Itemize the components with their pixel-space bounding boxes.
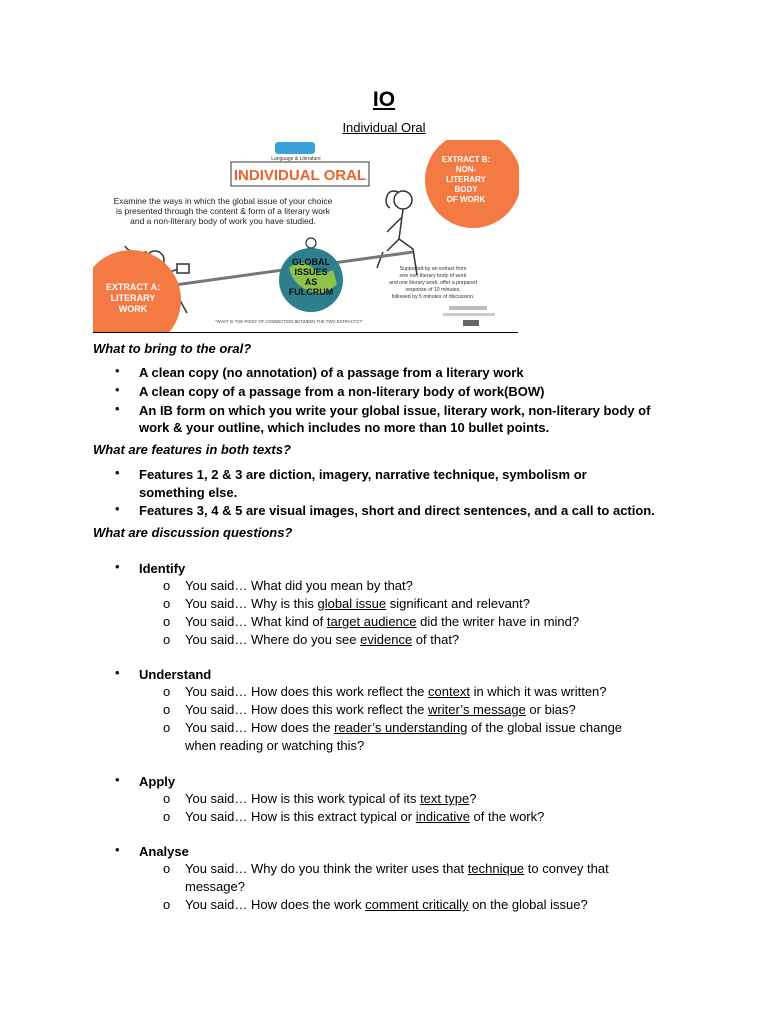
individual-oral-infographic (93, 140, 519, 332)
sub-bullet-glyph: o (163, 861, 171, 876)
question-keyword: technique (467, 861, 525, 876)
question-text-pre: You said… What did you mean by that? (185, 578, 413, 593)
extract-a-line-1: EXTRACT A: (105, 282, 161, 292)
question-text (185, 808, 655, 826)
question-text-post: ? (469, 791, 477, 806)
question-text-pre: You said… Why is this (185, 596, 318, 611)
apply-label: Apply (139, 774, 176, 789)
features-item-text: something else. (139, 485, 238, 500)
question-keyword: evidence (360, 632, 413, 647)
intro-line-1: Examine the ways in which the global issue of your choice (113, 196, 333, 206)
bullet-glyph: • (115, 363, 120, 378)
sub-bullet-glyph: o (163, 702, 171, 717)
question-text (185, 577, 655, 595)
fulcrum-line-1: GLOBAL (292, 257, 330, 267)
question-text (185, 878, 655, 896)
bullet-glyph: • (115, 665, 120, 680)
fulcrum-line-2: ISSUES (294, 267, 328, 277)
question-text-pre: You said… How does this work reflect the (185, 702, 429, 717)
sub-bullet-glyph: o (163, 596, 171, 611)
footer-note: "WHAT IS THE POINT OF CONNECTION BETWEEN THE TWO EXTRACTS?" (215, 319, 363, 324)
question-keyword: target audience (326, 614, 417, 629)
fulcrum-line-4: FULCRUM (288, 287, 334, 297)
question-text-pre: when reading or watching this? (185, 738, 365, 753)
supported-line-4: response of 10 minutes, (405, 287, 461, 293)
intro-line-2: is presented through the content & form of a literary work (115, 206, 331, 216)
question-text-post: on the global issue? (468, 897, 588, 912)
extract-b-line-5: OF WORK (446, 195, 486, 204)
bullet-glyph: • (115, 842, 120, 857)
bullet-glyph: • (115, 382, 120, 397)
features-item-text: Features 1, 2 & 3 are diction, imagery, narrative technique, symbolism or (139, 467, 587, 482)
extract-b-line-1: EXTRACT B: (441, 155, 491, 164)
question-text (185, 860, 655, 878)
features-item-text: Features 3, 4 & 5 are visual images, short and direct sentences, and a call to action. (139, 503, 655, 518)
bullet-glyph: • (115, 559, 120, 574)
question-keyword: comment critically (365, 897, 469, 912)
intro-line-3: and a non-literary body of work you have studied. (130, 216, 316, 226)
question-text-post: did the writer have in mind? (416, 614, 580, 629)
bring-item-text: A clean copy (no annotation) of a passage from a literary work (139, 365, 524, 380)
question-text-post: to convey that (524, 861, 609, 876)
question-text-post: significant and relevant? (386, 596, 530, 611)
extract-a-line-2: LITERARY (110, 293, 156, 303)
bullet-glyph: • (115, 772, 120, 787)
question-text-pre: You said… How is this extract typical or (185, 809, 416, 824)
question-text-pre: You said… How does the work (185, 897, 366, 912)
question-text (185, 701, 655, 719)
question-text (185, 613, 655, 631)
question-keyword: writer’s message (428, 702, 526, 717)
question-text-pre: You said… How does this work reflect the (185, 684, 429, 699)
question-text (185, 683, 655, 701)
question-text-post: of the global issue change (467, 720, 623, 735)
sub-bullet-glyph: o (163, 684, 171, 699)
supported-line-1: Supported by an extract from (399, 266, 467, 272)
analyse-label: Analyse (139, 844, 189, 859)
cc-license-icon (463, 320, 479, 326)
page-subtitle: Individual Oral (342, 120, 426, 135)
sub-bullet-glyph: o (163, 791, 171, 806)
extract-b-line-4: BODY (454, 185, 478, 194)
question-text (185, 737, 655, 755)
supported-line-2: one non-literary body of work (399, 273, 467, 279)
question-text-pre: You said… How does the (185, 720, 335, 735)
divider-line (93, 332, 518, 333)
bullet-glyph: • (115, 465, 120, 480)
question-text-post: or bias? (525, 702, 576, 717)
question-text (185, 595, 655, 613)
sub-bullet-glyph: o (163, 614, 171, 629)
question-keyword: reader’s understanding (334, 720, 468, 735)
sub-bullet-glyph: o (163, 578, 171, 593)
credit-text-block (449, 306, 487, 310)
discussion-question: What are discussion questions? (93, 525, 293, 540)
question-keyword: indicative (415, 809, 470, 824)
question-text-pre: You said… What kind of (185, 614, 327, 629)
question-text (185, 790, 655, 808)
bring-item-text: An IB form on which you write your global issue, literary work, non-literary body of (139, 403, 651, 418)
question-keyword: text type (420, 791, 470, 806)
extract-b-line-2: NON- (455, 165, 477, 174)
bullet-glyph: • (115, 401, 120, 416)
rotate-arrows-icon (306, 238, 316, 248)
question-text-post: in which it was written? (469, 684, 607, 699)
question-text-post: of the work? (469, 809, 545, 824)
sub-bullet-glyph: o (163, 632, 171, 647)
credit-text-block-2 (443, 313, 495, 316)
question-text-pre: You said… Why do you think the writer uses that (185, 861, 468, 876)
supported-line-3: and one literary work, offer a prepared (389, 280, 477, 286)
question-text (185, 719, 655, 737)
bring-item-text: A clean copy of a passage from a non-literary body of work(BOW) (139, 384, 545, 399)
question-text-pre: You said… Where do you see (185, 632, 361, 647)
sub-bullet-glyph: o (163, 720, 171, 735)
extract-b-circle (425, 140, 519, 228)
question-text-pre: You said… How is this work typical of its (185, 791, 421, 806)
question-keyword: global issue (317, 596, 387, 611)
sitting-girl-illustration (377, 191, 417, 275)
features-question: What are features in both texts? (93, 442, 291, 457)
identify-label: Identify (139, 561, 186, 576)
question-text (185, 631, 655, 649)
sub-bullet-glyph: o (163, 809, 171, 824)
supported-line-5: followed by 5 minutes of discussion. (391, 294, 475, 300)
bring-item-text: work & your outline, which includes no more than 10 bullet points. (139, 420, 550, 435)
header-small-text: Language & Literature (271, 156, 321, 162)
question-keyword: context (428, 684, 470, 699)
bring-question: What to bring to the oral? (93, 341, 252, 356)
question-text (185, 896, 655, 914)
banner-text: INDIVIDUAL ORAL (233, 167, 367, 184)
question-text-pre: message? (185, 879, 245, 894)
sub-bullet-glyph: o (163, 897, 171, 912)
understand-label: Understand (139, 667, 212, 682)
ib-logo (275, 142, 315, 154)
extract-a-line-3: WORK (118, 304, 148, 314)
fulcrum-line-3: AS (304, 277, 318, 287)
page-title: IO (372, 88, 396, 111)
bullet-glyph: • (115, 501, 120, 516)
question-text-post: of that? (412, 632, 460, 647)
extract-b-line-3: LITERARY (446, 175, 486, 184)
